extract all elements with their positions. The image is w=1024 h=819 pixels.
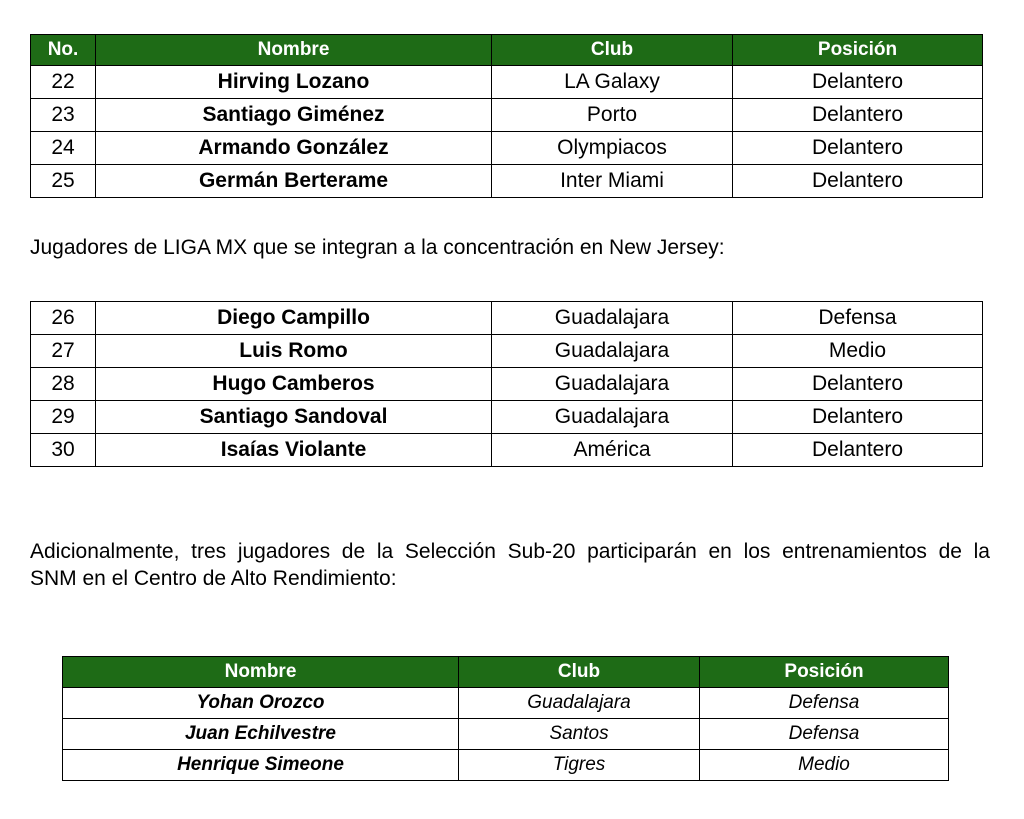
table-row (63, 688, 949, 719)
table-row (31, 302, 983, 335)
player-position: Defensa (733, 302, 983, 335)
player-number: 28 (31, 368, 96, 401)
player-position: Medio (733, 335, 983, 368)
sub20-roster-table (62, 656, 949, 781)
table-row (31, 66, 983, 99)
header-club: Club (459, 657, 700, 688)
player-club: LA Galaxy (492, 66, 733, 99)
player-club: Guadalajara (492, 368, 733, 401)
player-number: 27 (31, 335, 96, 368)
header-number: No. (31, 35, 96, 66)
player-name: Santiago Giménez (96, 99, 492, 132)
player-number: 30 (31, 434, 96, 467)
player-club: América (492, 434, 733, 467)
player-number: 25 (31, 165, 96, 198)
table-row (31, 132, 983, 165)
sub20-intro-line-2: SNM en el Centro de Alto Rendimiento: (30, 567, 397, 590)
liga-mx-intro-text: Jugadores de LIGA MX que se integran a la concentración en New Jersey: (30, 236, 725, 259)
table-row (31, 165, 983, 198)
player-position: Delantero (733, 401, 983, 434)
table-row (31, 99, 983, 132)
player-position: Defensa (700, 719, 949, 750)
player-name: Germán Berterame (96, 165, 492, 198)
player-name: Henrique Simeone (63, 750, 459, 781)
player-name: Hugo Camberos (96, 368, 492, 401)
table-header-row (31, 35, 983, 66)
player-name: Luis Romo (96, 335, 492, 368)
player-club: Olympiacos (492, 132, 733, 165)
table-header-row (63, 657, 949, 688)
senior-roster-table-abroad (30, 34, 983, 198)
player-club: Santos (459, 719, 700, 750)
player-club: Guadalajara (459, 688, 700, 719)
player-name: Diego Campillo (96, 302, 492, 335)
player-name: Isaías Violante (96, 434, 492, 467)
player-number: 24 (31, 132, 96, 165)
player-club: Guadalajara (492, 302, 733, 335)
player-position: Delantero (733, 66, 983, 99)
header-name: Nombre (63, 657, 459, 688)
player-number: 23 (31, 99, 96, 132)
sub20-intro-text (30, 538, 990, 592)
table-row (63, 719, 949, 750)
player-club: Guadalajara (492, 401, 733, 434)
player-name: Hirving Lozano (96, 66, 492, 99)
table-row (63, 750, 949, 781)
player-position: Delantero (733, 99, 983, 132)
player-number: 29 (31, 401, 96, 434)
sub20-intro-line-1: Adicionalmente, tres jugadores de la Selección Sub-20 participarán en los entrenamientos de la (30, 540, 990, 563)
player-number: 22 (31, 66, 96, 99)
player-name: Juan Echilvestre (63, 719, 459, 750)
player-position: Medio (700, 750, 949, 781)
player-name: Santiago Sandoval (96, 401, 492, 434)
player-club: Tigres (459, 750, 700, 781)
player-name: Yohan Orozco (63, 688, 459, 719)
table-row (31, 434, 983, 467)
header-position: Posición (700, 657, 949, 688)
table-row (31, 401, 983, 434)
table-row (31, 335, 983, 368)
table-row (31, 368, 983, 401)
player-club: Inter Miami (492, 165, 733, 198)
player-position: Defensa (700, 688, 949, 719)
player-club: Porto (492, 99, 733, 132)
player-club: Guadalajara (492, 335, 733, 368)
header-name: Nombre (96, 35, 492, 66)
player-position: Delantero (733, 368, 983, 401)
player-number: 26 (31, 302, 96, 335)
liga-mx-roster-table (30, 301, 983, 467)
player-position: Delantero (733, 434, 983, 467)
player-name: Armando González (96, 132, 492, 165)
header-club: Club (492, 35, 733, 66)
player-position: Delantero (733, 132, 983, 165)
header-position: Posición (733, 35, 983, 66)
player-position: Delantero (733, 165, 983, 198)
